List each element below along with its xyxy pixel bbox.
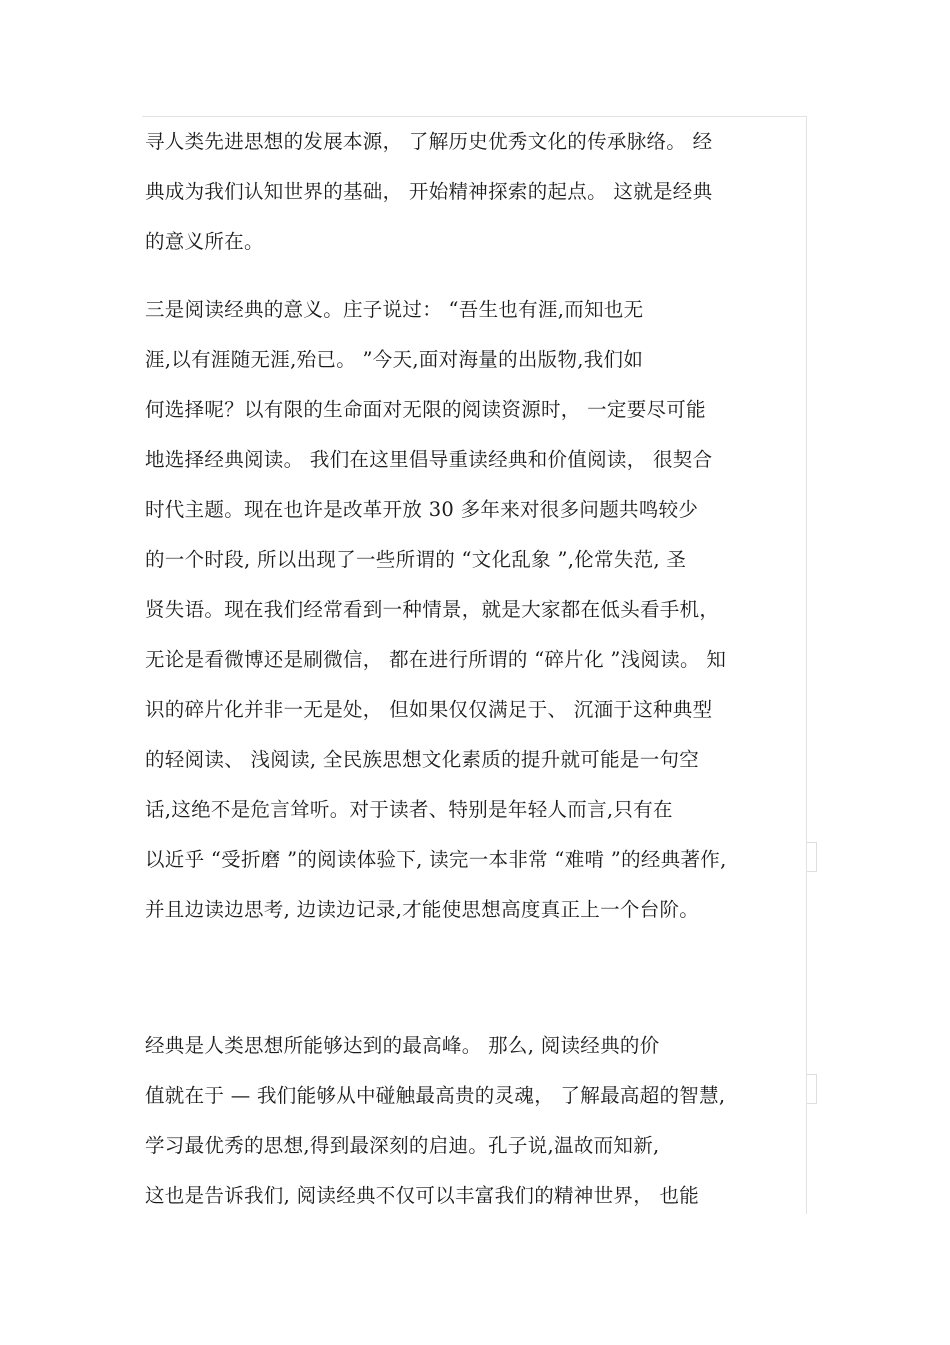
text-line: 话,这绝不是危言耸听。对于读者、特别是年轻人而言,只有在: [145, 798, 673, 821]
text-line: 贤失语。现在我们经常看到一种情景，就是大家都在低头看手机，: [145, 598, 720, 621]
text-line: 值就在于 — 我们能够从中碰触最高贵的灵魂， 了解最高超的智慧,: [145, 1084, 726, 1107]
text-line: 何选择呢？以有限的生命面对无限的阅读资源时， 一定要尽可能: [145, 398, 706, 421]
text-line: 寻人类先进思想的发展本源， 了解历史优秀文化的传承脉络。 经: [145, 130, 713, 153]
margin-mark: [807, 842, 817, 872]
text-line: 以近乎 “受折磨 ”的阅读体验下, 读完一本非常 “难啃 ”的经典著作,: [145, 848, 727, 871]
text-line: 三是阅读经典的意义。庄子说过： “吾生也有涯,而知也无: [145, 298, 644, 321]
text-line: 的意义所在。: [145, 230, 264, 253]
text-line: 的轻阅读、 浅阅读, 全民族思想文化素质的提升就可能是一句空: [145, 748, 700, 771]
text-line: 的一个时段, 所以出现了一些所谓的 “文化乱象 ”,伦常失范, 圣: [145, 548, 687, 571]
text-line: 典成为我们认知世界的基础， 开始精神探索的起点。 这就是经典: [145, 180, 713, 203]
text-line: 并且边读边思考, 边读边记录,才能使思想高度真正上一个台阶。: [145, 898, 700, 921]
text-line: 无论是看微博还是刷微信， 都在进行所谓的 “碎片化 ”浅阅读。 知: [145, 648, 727, 671]
text-line: 经典是人类思想所能够达到的最高峰。 那么, 阅读经典的价: [145, 1034, 660, 1057]
text-line: 时代主题。现在也许是改革开放 30 多年来对很多问题共鸣较少: [145, 498, 699, 521]
text-line: 地选择经典阅读。 我们在这里倡导重读经典和价值阅读， 很契合: [145, 448, 713, 471]
text-line: 识的碎片化并非一无是处， 但如果仅仅满足于、 沉湎于这种典型: [145, 698, 713, 721]
margin-mark: [807, 1074, 817, 1104]
text-line: 这也是告诉我们, 阅读经典不仅可以丰富我们的精神世界， 也能: [145, 1184, 700, 1207]
text-line: 涯,以有涯随无涯,殆已。 ”今天,面对海量的出版物,我们如: [145, 348, 644, 371]
text-line: 学习最优秀的思想,得到最深刻的启迪。孔子说,温故而知新,: [145, 1134, 660, 1157]
